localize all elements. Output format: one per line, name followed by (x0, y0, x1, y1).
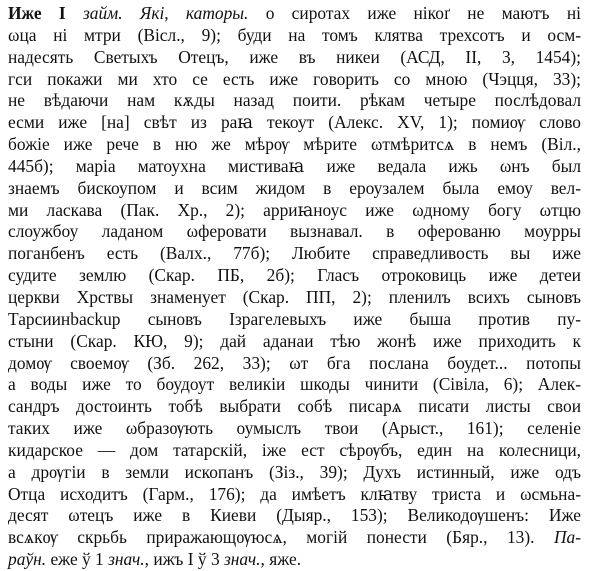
entry-line (8, 287, 581, 309)
entry-line (8, 418, 581, 440)
entry-text: таких иже ωбразѹють оумыслъ твои (Арыст., 161); селеніе (8, 418, 581, 439)
entry-line (8, 178, 581, 200)
italic-note: займ. Які, каторы. (82, 3, 249, 23)
entry-line (8, 331, 581, 353)
entry-line (8, 549, 581, 571)
italic-note: Па- (553, 527, 581, 548)
entry-text: церкви Хрствы знаменуеᴛ (Скар. ПП, 2); пленилъ всихъ сыновъ (8, 286, 581, 307)
italic-note: знач. (108, 549, 145, 570)
entry-text: судите землю (Скар. ПБ, 2б); Гласъ отроковиць иже детеи (8, 265, 581, 286)
entry-text: еже ў 1 (46, 549, 109, 570)
entry-text: домѹ своемѹ (Зб. 262, 33); ωт бга послана боудет... потопы (8, 352, 581, 373)
entry-line (8, 112, 581, 134)
entry-text: ми ласкава (Пак. Хр., 2); арриꙗноус иже ωдному богу ωтцю (8, 199, 581, 220)
entry-text (66, 3, 83, 23)
entry-line (8, 484, 581, 506)
entry-text: знаемъ бискоупом и всим жидом в ероузалем была емоу вел- (8, 177, 581, 198)
entry-line (8, 3, 581, 25)
entry-line (8, 265, 581, 287)
entry-line (8, 69, 581, 91)
headword: Иже I (8, 3, 66, 23)
entry-text: поганбенъ есть (Валх., 77б); Любите справедливость вы иже (8, 243, 581, 264)
entry-text: божіе иже рече в ню же мѣрѹ мѣрите ωтмѣритсѧ в немъ (Віл., (8, 134, 581, 155)
entry-text: всѧкѹ скрьбь приражающѹюсѧ, могій понести (Бяр., 13). (8, 527, 554, 548)
entry-text: , яже. (260, 549, 302, 570)
dictionary-entry (8, 3, 581, 571)
entry-line (8, 156, 581, 178)
entry-line (8, 309, 581, 331)
entry-text: есми иже [на] свѣт из раꙗ текоут (Алекс. XV, 1); помиѹ слово (8, 112, 581, 133)
entry-line (8, 527, 581, 549)
entry-line (8, 440, 581, 462)
entry-line (8, 374, 581, 396)
entry-text: кидарское — дом татарскій, іже ест сѣрѹбъ, един на колесници, (8, 439, 581, 460)
italic-note: знач. (224, 549, 261, 570)
entry-line (8, 221, 581, 243)
entry-line (8, 396, 581, 418)
entry-text: 445б); маріа матоухна мистиваꙗ иже ведала ижь ωнъ был (8, 155, 581, 176)
entry-text: десяᴛ ωтецъ иже в Киеви (Дыяр., 153); Великодѹшенъ: Иже (8, 505, 581, 526)
entry-line (8, 353, 581, 375)
entry-text: стыни (Скар. КЮ, 9); дай аданаи тѣю жонѣ иже приходить к (8, 330, 581, 351)
entry-line (8, 243, 581, 265)
entry-text: гси покажи ми хто се есть иже говорить со мною (Чэцця, 33); (8, 68, 581, 89)
entry-text: , ижъ І ў 3 (144, 549, 224, 570)
entry-line (8, 462, 581, 484)
entry-text: а воды иже то боудоуᴛ великіи шкоды чинити (Сівіла, 6); Алек- (8, 374, 581, 395)
entry-text: Тарсиинbackup сыновъ Ізрагелевыхъ иже быша против пу- (8, 308, 581, 329)
entry-text: не вѣдаючи нам кѫды назад поити. рѣкам четыре послѣдовал (8, 90, 581, 111)
entry-text: а дрѹгіи в земли ископанъ (Зіз., 39); Духъ истинный, иже одъ (8, 461, 581, 482)
entry-line (8, 505, 581, 527)
entry-line (8, 90, 581, 112)
entry-text: надесять Светыхъ Отецъ, иже въ никеи (АСД, II, 3, 1454); (8, 46, 581, 67)
entry-line (8, 47, 581, 69)
entry-text: сандръ достоинть тобѣ выбрати собѣ писарѧ писати листы свои (8, 396, 581, 417)
entry-text: Отца исходитъ (Гарм., 176); да имѣетъ клꙗтву триста и ωсмьна- (8, 483, 581, 504)
entry-line (8, 200, 581, 222)
entry-text: слоужбоу ладаном ωферовати вызнавал. в оферованю моурры (8, 221, 581, 242)
entry-line (8, 25, 581, 47)
entry-text: ωца ні мтри (Вісл., 9); буди на томъ клятва трехсотъ и осм- (8, 24, 581, 45)
entry-text: о сиротах иже нікоґ не маютъ ні (248, 3, 581, 23)
entry-line (8, 134, 581, 156)
italic-note: раўн. (8, 549, 47, 570)
